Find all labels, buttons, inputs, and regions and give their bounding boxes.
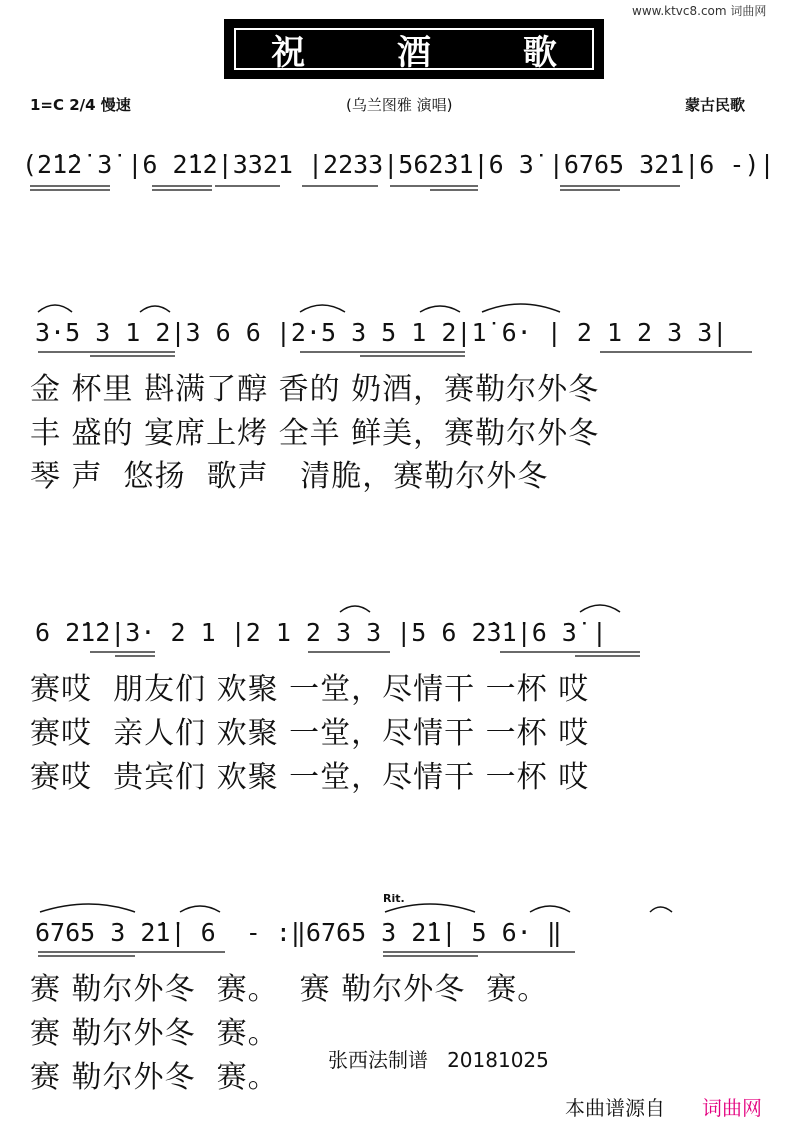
song-title: 祝 酒 歌: [271, 32, 597, 73]
system1-lyric-verse1: 金 杯里 斟满了醇 香的 奶酒，赛勒尔外冬: [30, 372, 600, 407]
key-time-tempo: 1=C 2/4 慢速: [30, 96, 131, 114]
slur-mark: [340, 606, 370, 612]
system3-lyric-verse3: 赛 勒尔外冬 赛。: [30, 1060, 279, 1095]
slur-mark: [38, 305, 72, 312]
intro-notation: (2̇1̇2̇ 3̇ |6 2̇1̇2̇|3321 |2233|562̇3̇1̇|6 3̇ |6765 32̇1̇|6 -)|: [22, 150, 775, 179]
system2-lyric-verse2: 赛哎 亲人们 欢聚 一堂，尽情干 一杯 哎: [30, 716, 590, 751]
system1-notation: 3·5 3 1 2|3 6 6 |2·5 3 5 1 2|1̇ 6· | 2 1 2 3 3|: [35, 318, 728, 347]
source-brand-link[interactable]: 词曲网: [702, 1096, 762, 1120]
slur-mark: [530, 906, 570, 912]
site-watermark: www.ktvc8.com 词曲网: [632, 4, 767, 18]
slur-mark: [40, 904, 135, 912]
slur-mark: [180, 906, 220, 912]
slur-mark: [140, 306, 170, 312]
song-origin: 蒙古民歌: [685, 96, 746, 114]
source-label: 本曲谱源自: [565, 1096, 665, 1120]
system3-notation: 6765 3 2̇1̇| 6 - :‖6765 3 2̇1̇| 5 6· ‖: [35, 918, 562, 947]
system1-lyric-verse2: 丰 盛的 宴席上烤 全羊 鲜美，赛勒尔外冬: [30, 416, 600, 451]
fermata-mark: [650, 907, 672, 912]
slur-mark: [420, 306, 460, 312]
system2-lyric-verse3: 赛哎 贵宾们 欢聚 一堂，尽情干 一杯 哎: [30, 760, 590, 795]
singer-credit: (乌兰图雅 演唱): [346, 96, 453, 114]
transcriber-credit: 张西法制谱 20181025: [328, 1048, 549, 1072]
slur-mark: [482, 304, 560, 312]
system1-lyric-verse3: 琴 声 悠扬 歌声 清脆，赛勒尔外冬: [30, 459, 549, 494]
system3-lyric-verse1: 赛 勒尔外冬 赛。 赛 勒尔外冬 赛。: [30, 972, 549, 1007]
slur-mark: [580, 605, 620, 612]
slur-mark: [385, 904, 475, 912]
ritardando-mark: Rit.: [383, 892, 405, 905]
system2-lyric-verse1: 赛哎 朋友们 欢聚 一堂，尽情干 一杯 哎: [30, 672, 590, 707]
slur-mark: [300, 305, 345, 312]
system3-lyric-verse2: 赛 勒尔外冬 赛。: [30, 1016, 279, 1051]
system2-notation: 6 2̇1̇2̇|3· 2 1 |2 1 2 3 3 |5 6 2̇3̇1̇|6 3̇ |: [35, 618, 607, 647]
